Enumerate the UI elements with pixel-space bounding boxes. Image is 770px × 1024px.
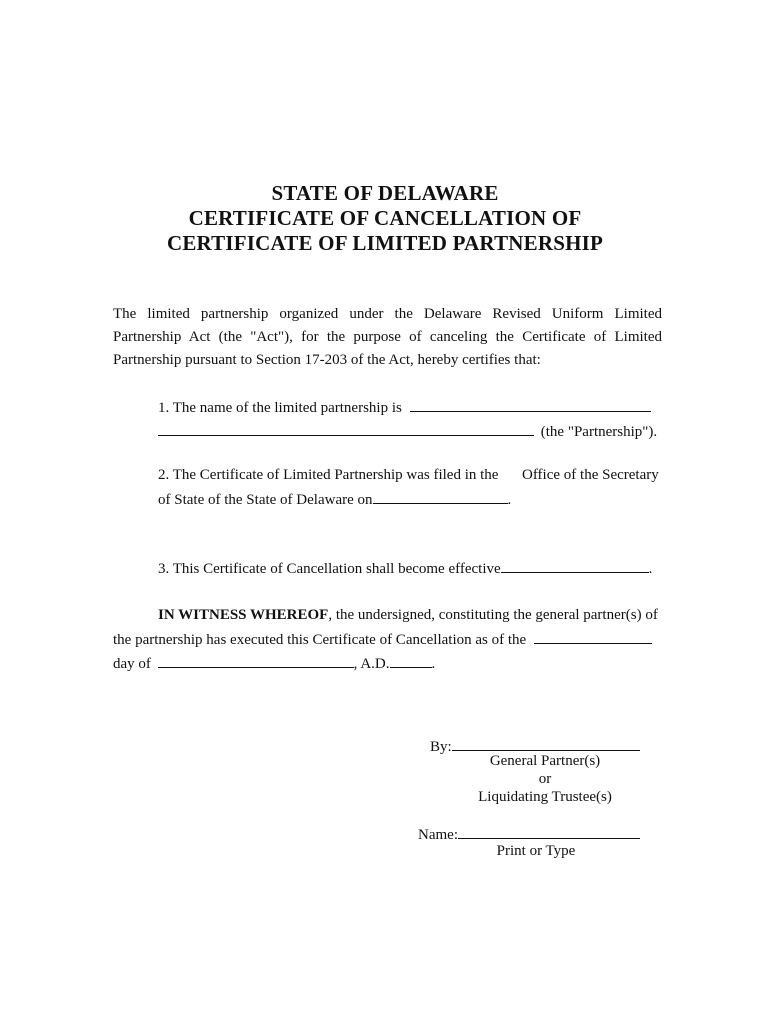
intro-line-2: Partnership Act (the "Act"), for the purpose of canceling the Certificate of Limited: [113, 329, 662, 345]
item-3-text: 3. This Certificate of Cancellation shall become effective: [158, 561, 501, 577]
document-title-line-2: CERTIFICATE OF CANCELLATION OF: [188, 206, 582, 230]
document-title-line-3: CERTIFICATE OF LIMITED PARTNERSHIP: [166, 231, 604, 255]
execution-day-field[interactable]: [534, 628, 652, 644]
item-1-text: 1. The name of the limited partnership is: [158, 400, 402, 416]
item-2-line-1-end: [522, 464, 659, 487]
item-3-end: .: [648, 561, 653, 577]
witness-line-2: [113, 628, 652, 652]
partnership-name-field[interactable]: [410, 396, 651, 412]
execution-month-field[interactable]: [158, 652, 354, 668]
item-2-end: .: [507, 492, 512, 508]
witness-line-1-rest: , the undersigned, constituting the general partner(s) of: [328, 607, 658, 623]
partnership-name-field-continued[interactable]: [158, 420, 534, 436]
liquidating-trustee-caption: Liquidating Trustee(s): [478, 789, 612, 805]
printed-name-field[interactable]: [458, 823, 640, 839]
signature-field[interactable]: [452, 735, 640, 751]
name-line: [418, 823, 640, 844]
general-partner-caption: General Partner(s): [489, 753, 601, 769]
item-2-line-1: [158, 464, 498, 487]
item-1-line-2: [158, 420, 657, 444]
effective-date-field[interactable]: [501, 557, 649, 573]
witness-ad: , A.D.: [353, 656, 390, 672]
witness-heading: IN WITNESS WHEREOF: [158, 607, 329, 623]
intro-paragraph: [113, 303, 662, 372]
witness-end: .: [431, 656, 436, 672]
or-caption: or: [538, 771, 552, 787]
execution-year-field[interactable]: [390, 652, 432, 668]
item-1-suffix: (the "Partnership").: [540, 424, 658, 440]
witness-line-3: [113, 652, 435, 676]
by-label: By:: [430, 739, 452, 755]
intro-line-3: Partnership pursuant to Section 17-203 of the Act, hereby certifies that:: [113, 352, 541, 368]
print-or-type-caption: Print or Type: [496, 843, 576, 859]
witness-line-2-text: the partnership has executed this Certificate of Cancellation as of the: [113, 632, 527, 648]
witness-day-of: day of: [113, 656, 151, 672]
item-2-text-b: Office of the Secretary: [522, 467, 659, 483]
item-2-line-2-text: of State of the State of Delaware on: [158, 492, 373, 508]
name-label: Name:: [418, 827, 458, 843]
filing-date-field[interactable]: [373, 488, 508, 504]
witness-line-1: [158, 604, 658, 627]
item-2-text-a: 2. The Certificate of Limited Partnership was filed in the: [158, 467, 499, 483]
item-3-line: [158, 557, 652, 581]
item-1-line-1: [158, 396, 651, 420]
intro-line-1: The limited partnership organized under the Delaware Revised Uniform Limited: [113, 306, 662, 322]
document-title-line-1: STATE OF DELAWARE: [271, 181, 499, 205]
item-2-line-2: [158, 488, 511, 512]
